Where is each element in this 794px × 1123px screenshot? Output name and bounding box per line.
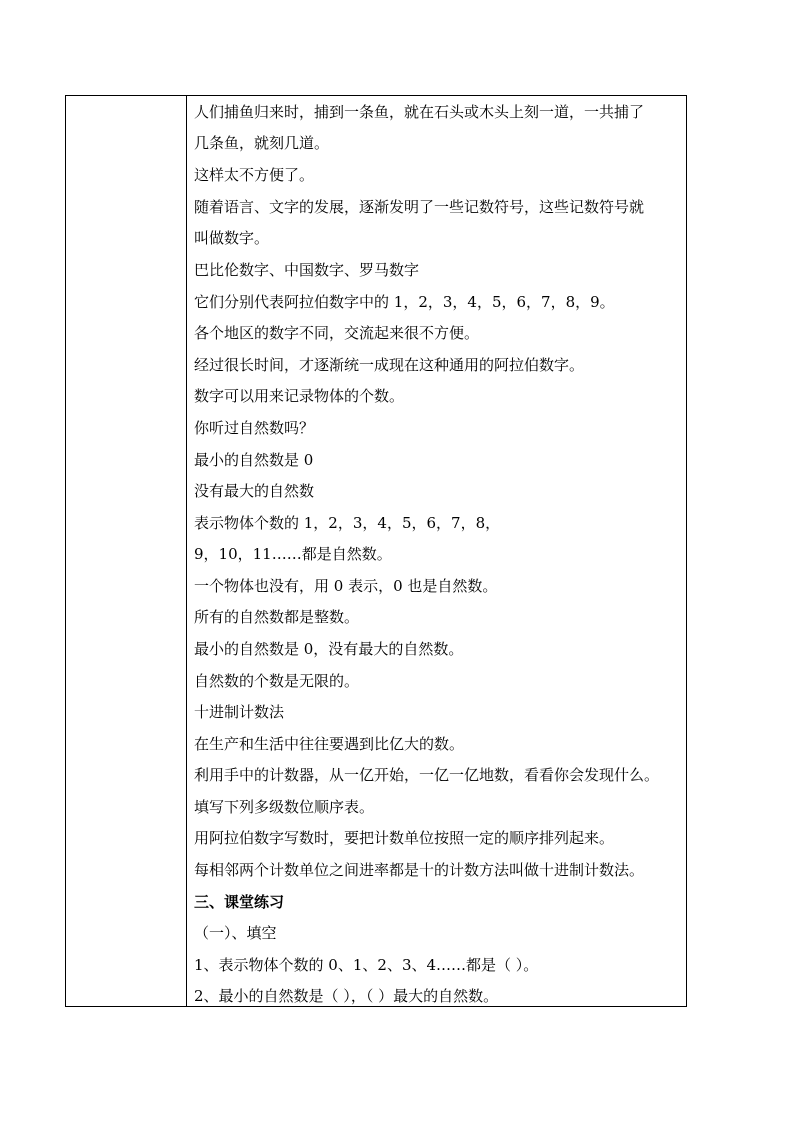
text-line: 巴比伦数字、中国数字、罗马数字 [194,261,420,279]
text-line: 填写下列多级数位顺序表。 [194,798,375,816]
text-line: 人们捕鱼归来时，捕到一条鱼，就在石头或木头上刻一道，一共捕了 [194,103,645,121]
exercise-item: 2、最小的自然数是（ ），（ ）最大的自然数。 [194,987,499,1005]
text-line: 你听过自然数吗？ [194,419,315,437]
text-line: 所有的自然数都是整数。 [194,608,360,626]
text-line: 它们分别代表阿拉伯数字中的 1，2，3，4，5，6，7，8，9。 [194,293,615,311]
text-line: 最小的自然数是 0 [194,451,314,469]
text-line: 9，10，11……都是自然数。 [194,545,392,563]
text-line: 一个物体也没有，用 0 表示，0 也是自然数。 [194,577,498,595]
text-line: 没有最大的自然数 [194,482,315,500]
left-column-cell [66,96,187,1006]
text-line: 在生产和生活中往往要遇到比亿大的数。 [194,735,465,753]
text-line: 数字可以用来记录物体的个数。 [194,387,405,405]
subsection-heading: （一）、填空 [194,924,277,942]
content-table [65,95,687,1007]
text-line: 这样太不方便了。 [194,166,315,184]
text-line: 几条鱼，就刻几道。 [194,134,330,152]
text-line: 各个地区的数字不同，交流起来很不方便。 [194,324,480,342]
text-line: 最小的自然数是 0，没有最大的自然数。 [194,640,464,658]
section-heading-practice: 三、课堂练习 [194,893,285,911]
text-line: 经过很长时间，才逐渐统一成现在这种通用的阿拉伯数字。 [194,356,585,374]
text-line: 叫做数字。 [194,229,270,247]
exercise-item: 1、表示物体个数的 0、1、2、3、4……都是（ ）。 [194,956,539,974]
text-line: 用阿拉伯数字写数时，要把计数单位按照一定的顺序排列起来。 [194,829,615,847]
text-line: 每相邻两个计数单位之间进率都是十的计数方法叫做十进制计数法。 [194,861,645,879]
text-line: 表示物体个数的 1，2，3，4，5，6，7，8， [194,514,501,532]
right-column-cell [187,96,686,1006]
text-line: 利用手中的计数器，从一亿开始，一亿一亿地数，看看你会发现什么。 [194,766,660,784]
section-heading: 十进制计数法 [194,703,285,721]
text-line: 自然数的个数是无限的。 [194,672,360,690]
text-line: 随着语言、文字的发展，逐渐发明了一些记数符号，这些记数符号就 [194,198,645,216]
